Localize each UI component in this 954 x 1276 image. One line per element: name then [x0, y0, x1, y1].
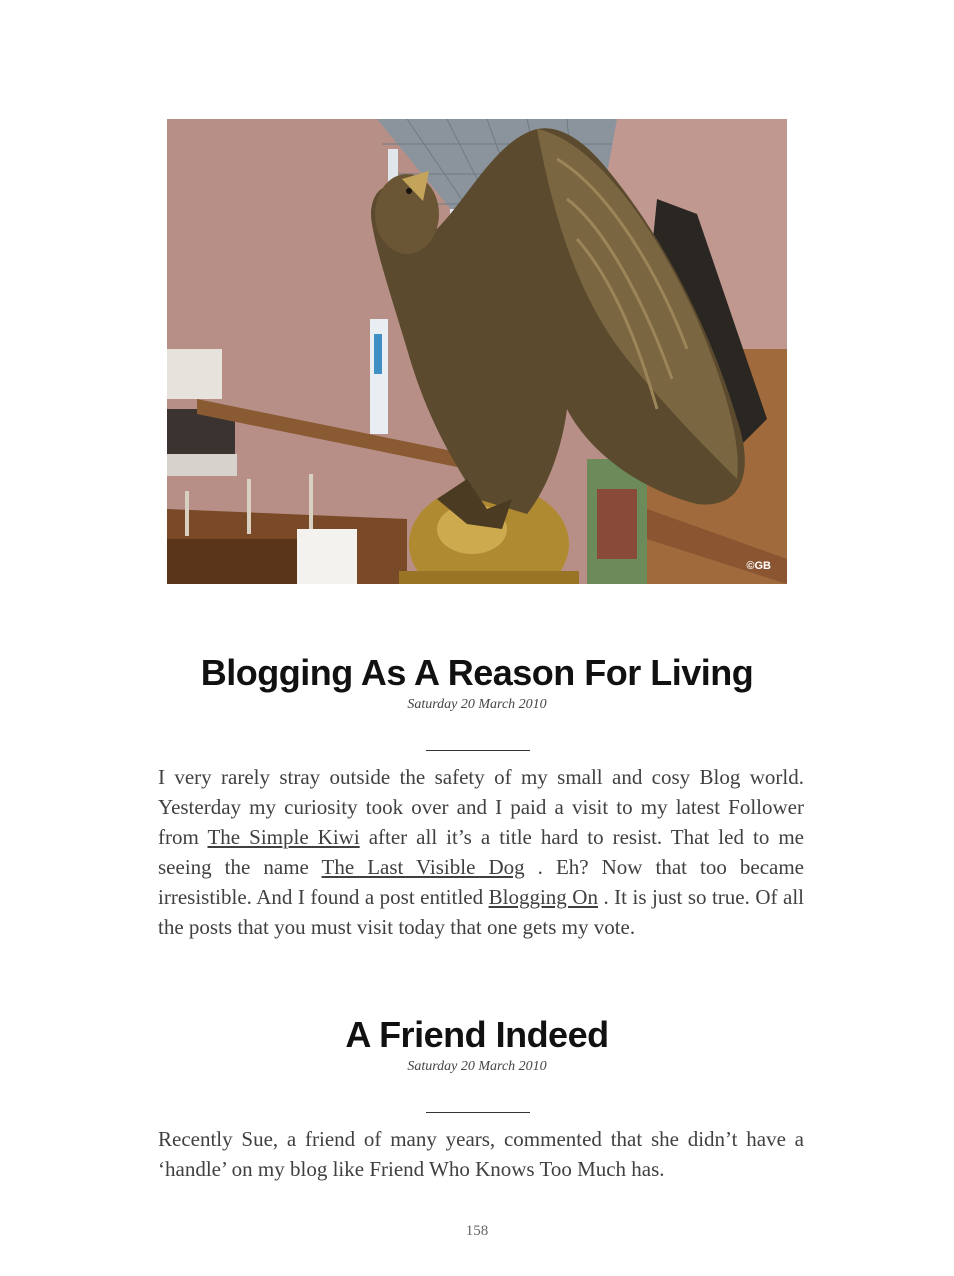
separator	[426, 750, 530, 751]
separator	[426, 1112, 530, 1113]
post-date: Saturday 20 March 2010	[407, 697, 547, 712]
link-the-simple-kiwi[interactable]: The Simple Kiwi	[207, 825, 360, 849]
post-body	[158, 1124, 804, 1184]
post-title: Blogging As A Reason For Living	[200, 652, 754, 693]
photo-illustration	[167, 119, 787, 584]
post-title: A Friend Indeed	[345, 1014, 609, 1055]
link-blogging-on[interactable]: Blogging On	[488, 885, 598, 909]
post-date: Saturday 20 March 2010	[407, 1059, 547, 1074]
post-text: . It is just so true. Of all the posts that you must visit today that one gets my vote.	[158, 885, 804, 939]
page-number: 158	[465, 1223, 489, 1239]
post-text: I very rarely stray outside the safety of my small and cosy Blog world. Yesterday my curiosity took over and I paid a visit to my latest Follower from	[158, 765, 804, 849]
link-the-last-visible-dog[interactable]: The Last Visible Dog	[321, 855, 525, 879]
post-text: Recently Sue, a friend of many years, commented that she didn’t have a ‘handle’ on my blog like Friend Who Knows Too Much has.	[158, 1127, 804, 1181]
post-text: . Eh? Now that too became irresistible. And I found a post entitled	[158, 855, 805, 909]
eagle-lectern-photo	[167, 119, 787, 584]
post-body	[158, 762, 804, 942]
post-text: after all it’s a title hard to resist. That led to me seeing the name	[158, 825, 804, 879]
photo-credit: ©GB	[746, 560, 771, 572]
